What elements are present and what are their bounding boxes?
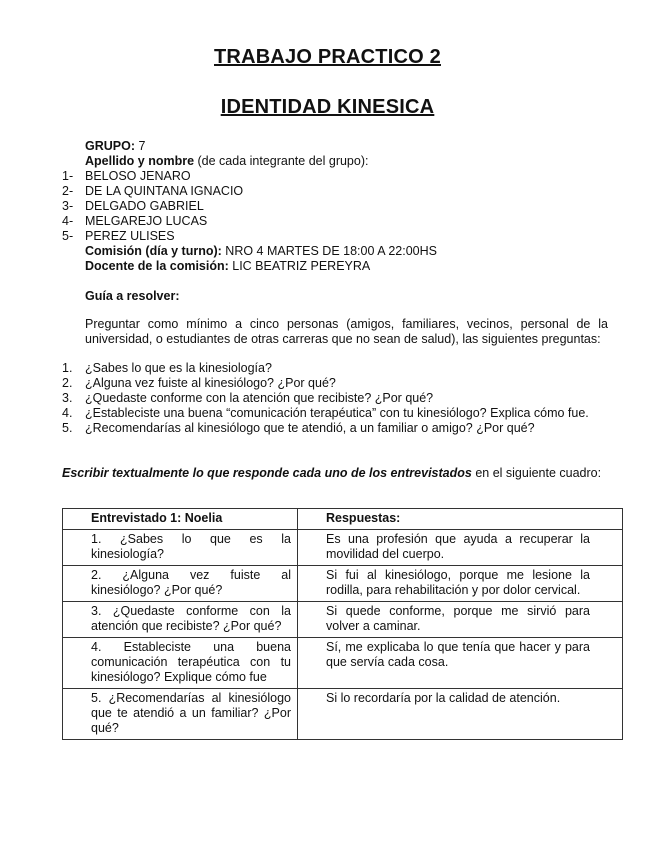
list-item (62, 169, 243, 184)
column-header-interviewee: Entrevistado 1: Noelia (63, 509, 298, 530)
member-name: DELGADO GABRIEL (85, 199, 204, 213)
table-header-row (63, 509, 623, 530)
members-list (62, 169, 243, 244)
answer-cell: Es una profesión que ayuda a recuperar la movilidad del cuerpo. (298, 530, 623, 566)
apellido-line (85, 154, 625, 169)
instruction-rest: en el siguiente cuadro: (471, 466, 602, 480)
comision-label: Comisión (día y turno): (85, 244, 222, 258)
member-number: 2- (62, 184, 74, 198)
question-text: ¿Estableciste una buena “comunicación terapéutica” con tu kinesiólogo? Explica cómo fue. (85, 406, 589, 420)
document-title: TRABAJO PRACTICO 2 (214, 46, 441, 68)
grupo-value: 7 (135, 139, 146, 153)
question-cell: 3. ¿Quedaste conforme con la atención que recibiste? ¿Por qué? (63, 602, 298, 638)
table-row (63, 689, 623, 740)
grupo-label: GRUPO: (85, 139, 135, 153)
question-number: 2. (62, 376, 73, 390)
table-row (63, 638, 623, 689)
apellido-label: Apellido y nombre (85, 154, 195, 168)
commission-info (85, 244, 437, 274)
list-item (62, 199, 243, 214)
member-name: BELOSO JENARO (85, 169, 191, 183)
docente-label: Docente de la comisión: (85, 259, 229, 273)
docente-line (85, 259, 437, 274)
question-cell: 1. ¿Sabes lo que es la kinesiología? (63, 530, 298, 566)
question-cell: 5. ¿Recomendarías al kinesiólogo que te atendió a un familiar? ¿Por qué? (63, 689, 298, 740)
list-item (62, 361, 589, 376)
question-text: ¿Sabes lo que es la kinesiología? (85, 361, 272, 375)
document-subtitle: IDENTIDAD KINESICA (220, 96, 435, 118)
docente-value: LIC BEATRIZ PEREYRA (228, 259, 371, 273)
question-cell: 2. ¿Alguna vez fuiste al kinesiólogo? ¿Por qué? (63, 566, 298, 602)
question-number: 4. (62, 406, 73, 420)
list-item (62, 421, 589, 436)
table-instruction (62, 466, 601, 480)
guia-heading: Guía a resolver: (85, 289, 180, 303)
member-name: MELGAREJO LUCAS (85, 214, 208, 228)
member-name: DE LA QUINTANA IGNACIO (85, 184, 244, 198)
instruction-emphasis: Escribir textualmente lo que responde cada uno de los entrevistados (62, 466, 472, 480)
member-number: 4- (62, 214, 74, 228)
list-item (62, 229, 243, 244)
question-number: 1. (62, 361, 73, 375)
list-item (62, 184, 243, 199)
table-row (63, 602, 623, 638)
question-cell: 4. Estableciste una buena comunicación terapéutica con tu kinesiólogo? Explique cómo fue (63, 638, 298, 689)
question-number: 3. (62, 391, 73, 405)
member-name: PEREZ ULISES (85, 229, 175, 243)
question-text: ¿Alguna vez fuiste al kinesiólogo? ¿Por qué? (85, 376, 336, 390)
column-header-answers: Respuestas: (298, 509, 623, 530)
answer-cell: Sí, me explicaba lo que tenía que hacer y para que servía cada cosa. (298, 638, 623, 689)
member-number: 1- (62, 169, 74, 183)
instructions-paragraph: Preguntar como mínimo a cinco personas (amigos, familiares, vecinos, personal de la universidad, o estudiantes de otras carreras que no sean de salud), las siguientes preguntas: (85, 317, 608, 346)
question-text: ¿Quedaste conforme con la atención que recibiste? ¿Por qué? (85, 391, 434, 405)
table-row (63, 566, 623, 602)
list-item (62, 406, 589, 421)
apellido-note: (de cada integrante del grupo): (194, 154, 369, 168)
comision-value: NRO 4 MARTES DE 18:00 A 22:00HS (221, 244, 437, 258)
question-text: ¿Recomendarías al kinesiólogo que te atendió, a un familiar o amigo? ¿Por qué? (85, 421, 535, 435)
member-number: 3- (62, 199, 74, 213)
list-item (62, 391, 589, 406)
grupo-line (85, 139, 625, 154)
list-item (62, 214, 243, 229)
answer-cell: Si lo recordaría por la calidad de atención. (298, 689, 623, 740)
answer-cell: Si quede conforme, porque me sirvió para volver a caminar. (298, 602, 623, 638)
questions-list (62, 361, 589, 436)
answer-cell: Si fui al kinesiólogo, porque me lesione la rodilla, para rehabilitación y por dolor cervical. (298, 566, 623, 602)
group-info (85, 139, 625, 169)
table-row (63, 530, 623, 566)
member-number: 5- (62, 229, 74, 243)
comision-line (85, 244, 437, 259)
list-item (62, 376, 589, 391)
interview-table (62, 508, 623, 740)
question-number: 5. (62, 421, 73, 435)
